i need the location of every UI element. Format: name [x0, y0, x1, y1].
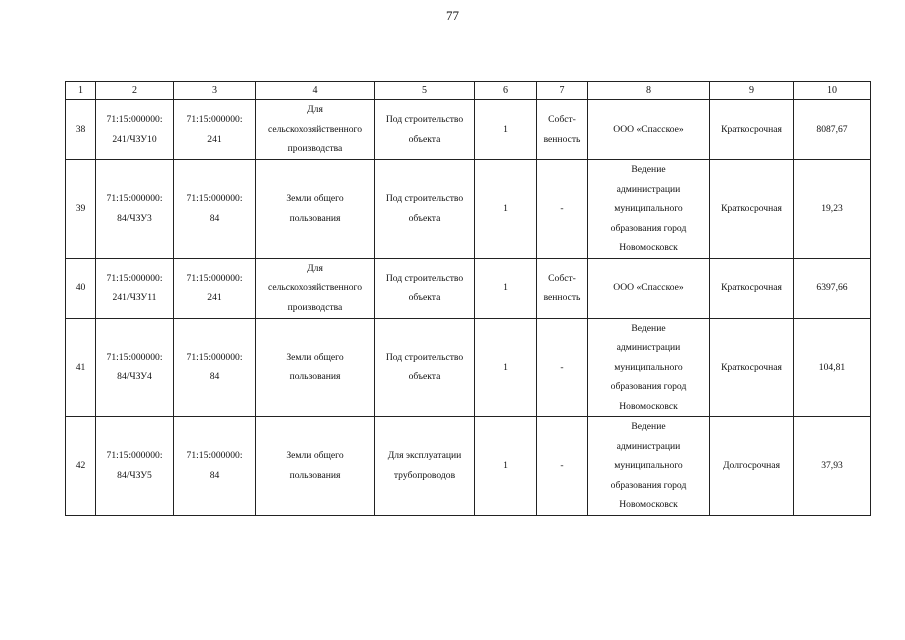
cell-line: образования город: [610, 222, 687, 234]
cell-col4: [256, 160, 375, 259]
cell-line: Для: [307, 104, 323, 116]
cell-col6: 1: [475, 160, 537, 259]
cell-line: 71:15:000000:: [186, 114, 243, 125]
cell-line: Под строительство: [385, 351, 464, 363]
cell-line: Собст-: [548, 114, 576, 125]
cell-col3: [174, 160, 256, 259]
cell-line: 71:15:000000:: [106, 114, 163, 125]
cell-line: Для: [307, 262, 323, 274]
cell-line: Собст-: [548, 272, 576, 284]
cell-col9: Долгосрочная: [710, 417, 794, 516]
cell-line: 241/ЧЗУ11: [112, 292, 157, 303]
cell-line: муниципального: [614, 203, 683, 214]
cell-line: Ведение: [631, 164, 666, 175]
cell-num: 41: [66, 318, 96, 417]
land-plots-table: [65, 81, 871, 516]
cell-line: администрации: [616, 440, 681, 452]
cell-line: 71:15:000000:: [186, 193, 243, 205]
cell-line: объекта: [408, 292, 441, 303]
cell-line: Новомосковск: [619, 499, 678, 510]
cell-num: 38: [66, 100, 96, 160]
cell-line: 84: [209, 371, 220, 383]
cell-line: 71:15:000000:: [106, 351, 163, 363]
header-cell-6: 6: [475, 82, 537, 100]
cell-col7: [537, 318, 588, 417]
cell-line: 84: [209, 469, 220, 481]
cell-line: образования город: [610, 479, 687, 491]
cell-line: производства: [287, 301, 343, 313]
cell-col6: 1: [475, 100, 537, 160]
cell-col10: 6397,66: [794, 258, 871, 318]
cell-col7: [537, 100, 588, 160]
table-row: [66, 100, 871, 160]
cell-line: Земли общего: [286, 351, 344, 363]
cell-line: Под строительство: [385, 272, 464, 284]
cell-line: Ведение: [631, 322, 666, 334]
cell-col5: [375, 417, 475, 516]
cell-line: Ведение: [631, 421, 666, 432]
cell-line: 71:15:000000:: [186, 272, 243, 284]
cell-col3: [174, 258, 256, 318]
table-row: [66, 160, 871, 259]
cell-line: объекта: [408, 133, 441, 145]
header-cell-9: 9: [710, 82, 794, 100]
cell-line: 84: [209, 212, 220, 224]
cell-line: сельскохозяйственного: [267, 123, 363, 135]
cell-col5: [375, 160, 475, 259]
cell-line: 84/ЧЗУ4: [117, 371, 152, 383]
cell-col7: [537, 417, 588, 516]
cell-line: 71:15:000000:: [186, 351, 243, 363]
cell-col2: [96, 318, 174, 417]
header-row: [66, 82, 871, 100]
cell-line: ООО «Спасское»: [613, 282, 684, 294]
cell-col4: [256, 417, 375, 516]
table-row: [66, 318, 871, 417]
cell-line: пользования: [289, 469, 341, 481]
cell-col2: [96, 417, 174, 516]
cell-col5: [375, 258, 475, 318]
cell-line: муниципального: [614, 460, 683, 471]
cell-col10: 8087,67: [794, 100, 871, 160]
cell-col5: [375, 100, 475, 160]
cell-col4: [256, 100, 375, 160]
cell-col7: [537, 258, 588, 318]
cell-col5: [375, 318, 475, 417]
cell-line: венность: [543, 292, 581, 303]
cell-col6: 1: [475, 318, 537, 417]
cell-col10: 19,23: [794, 160, 871, 259]
cell-num: 42: [66, 417, 96, 516]
cell-col3: [174, 417, 256, 516]
cell-col8: [588, 100, 710, 160]
cell-col8: [588, 160, 710, 259]
cell-line: 241: [207, 133, 222, 145]
cell-col2: [96, 160, 174, 259]
cell-num: 39: [66, 160, 96, 259]
cell-num: 40: [66, 258, 96, 318]
cell-line: сельскохозяйственного: [267, 282, 363, 294]
cell-line: администрации: [616, 342, 681, 353]
cell-line: 84/ЧЗУ3: [117, 212, 152, 224]
header-cell-7: 7: [537, 82, 588, 100]
cell-line: Новомосковск: [619, 242, 678, 253]
header-cell-10: 10: [794, 82, 871, 100]
cell-line: 71:15:000000:: [106, 193, 163, 205]
header-cell-2: 2: [96, 82, 174, 100]
cell-line: 84/ЧЗУ5: [117, 469, 152, 481]
page-number: 77: [446, 8, 459, 23]
cell-line: пользования: [289, 212, 341, 224]
cell-col7: [537, 160, 588, 259]
cell-line: -: [560, 203, 564, 214]
cell-col3: [174, 100, 256, 160]
cell-col2: [96, 100, 174, 160]
cell-col10: 104,81: [794, 318, 871, 417]
cell-col6: 1: [475, 258, 537, 318]
cell-line: Для эксплуатации: [387, 450, 462, 462]
cell-col9: Краткосрочная: [710, 258, 794, 318]
cell-line: 71:15:000000:: [186, 450, 243, 462]
cell-col6: 1: [475, 417, 537, 516]
cell-col8: [588, 258, 710, 318]
cell-line: -: [560, 361, 564, 373]
cell-col9: Краткосрочная: [710, 100, 794, 160]
cell-line: объекта: [408, 371, 441, 383]
cell-line: -: [560, 460, 564, 471]
cell-col3: [174, 318, 256, 417]
header-cell-4: 4: [256, 82, 375, 100]
cell-col4: [256, 258, 375, 318]
cell-line: Земли общего: [286, 193, 344, 205]
cell-col8: [588, 318, 710, 417]
cell-col4: [256, 318, 375, 417]
header-cell-1: 1: [66, 82, 96, 100]
cell-line: 71:15:000000:: [106, 272, 163, 284]
header-cell-8: 8: [588, 82, 710, 100]
cell-line: 241/ЧЗУ10: [112, 133, 157, 145]
cell-line: 241: [207, 292, 222, 303]
cell-col2: [96, 258, 174, 318]
table-body: [66, 100, 871, 516]
table-row: [66, 258, 871, 318]
cell-col9: Краткосрочная: [710, 318, 794, 417]
cell-line: Под строительство: [385, 193, 464, 205]
cell-line: Под строительство: [385, 114, 464, 125]
cell-line: образования город: [610, 381, 687, 392]
cell-line: производства: [287, 143, 343, 155]
cell-line: объекта: [408, 212, 441, 224]
cell-col10: 37,93: [794, 417, 871, 516]
header-cell-5: 5: [375, 82, 475, 100]
cell-line: муниципального: [614, 361, 683, 373]
cell-line: администрации: [616, 183, 681, 195]
cell-col8: [588, 417, 710, 516]
table-row: [66, 417, 871, 516]
cell-line: трубопроводов: [393, 469, 456, 481]
cell-line: венность: [543, 133, 581, 145]
cell-line: 71:15:000000:: [106, 450, 163, 462]
cell-line: пользования: [289, 371, 341, 383]
cell-line: ООО «Спасское»: [613, 123, 684, 135]
header-cell-3: 3: [174, 82, 256, 100]
cell-line: Новомосковск: [619, 400, 678, 412]
cell-line: Земли общего: [286, 450, 344, 462]
cell-col9: Краткосрочная: [710, 160, 794, 259]
